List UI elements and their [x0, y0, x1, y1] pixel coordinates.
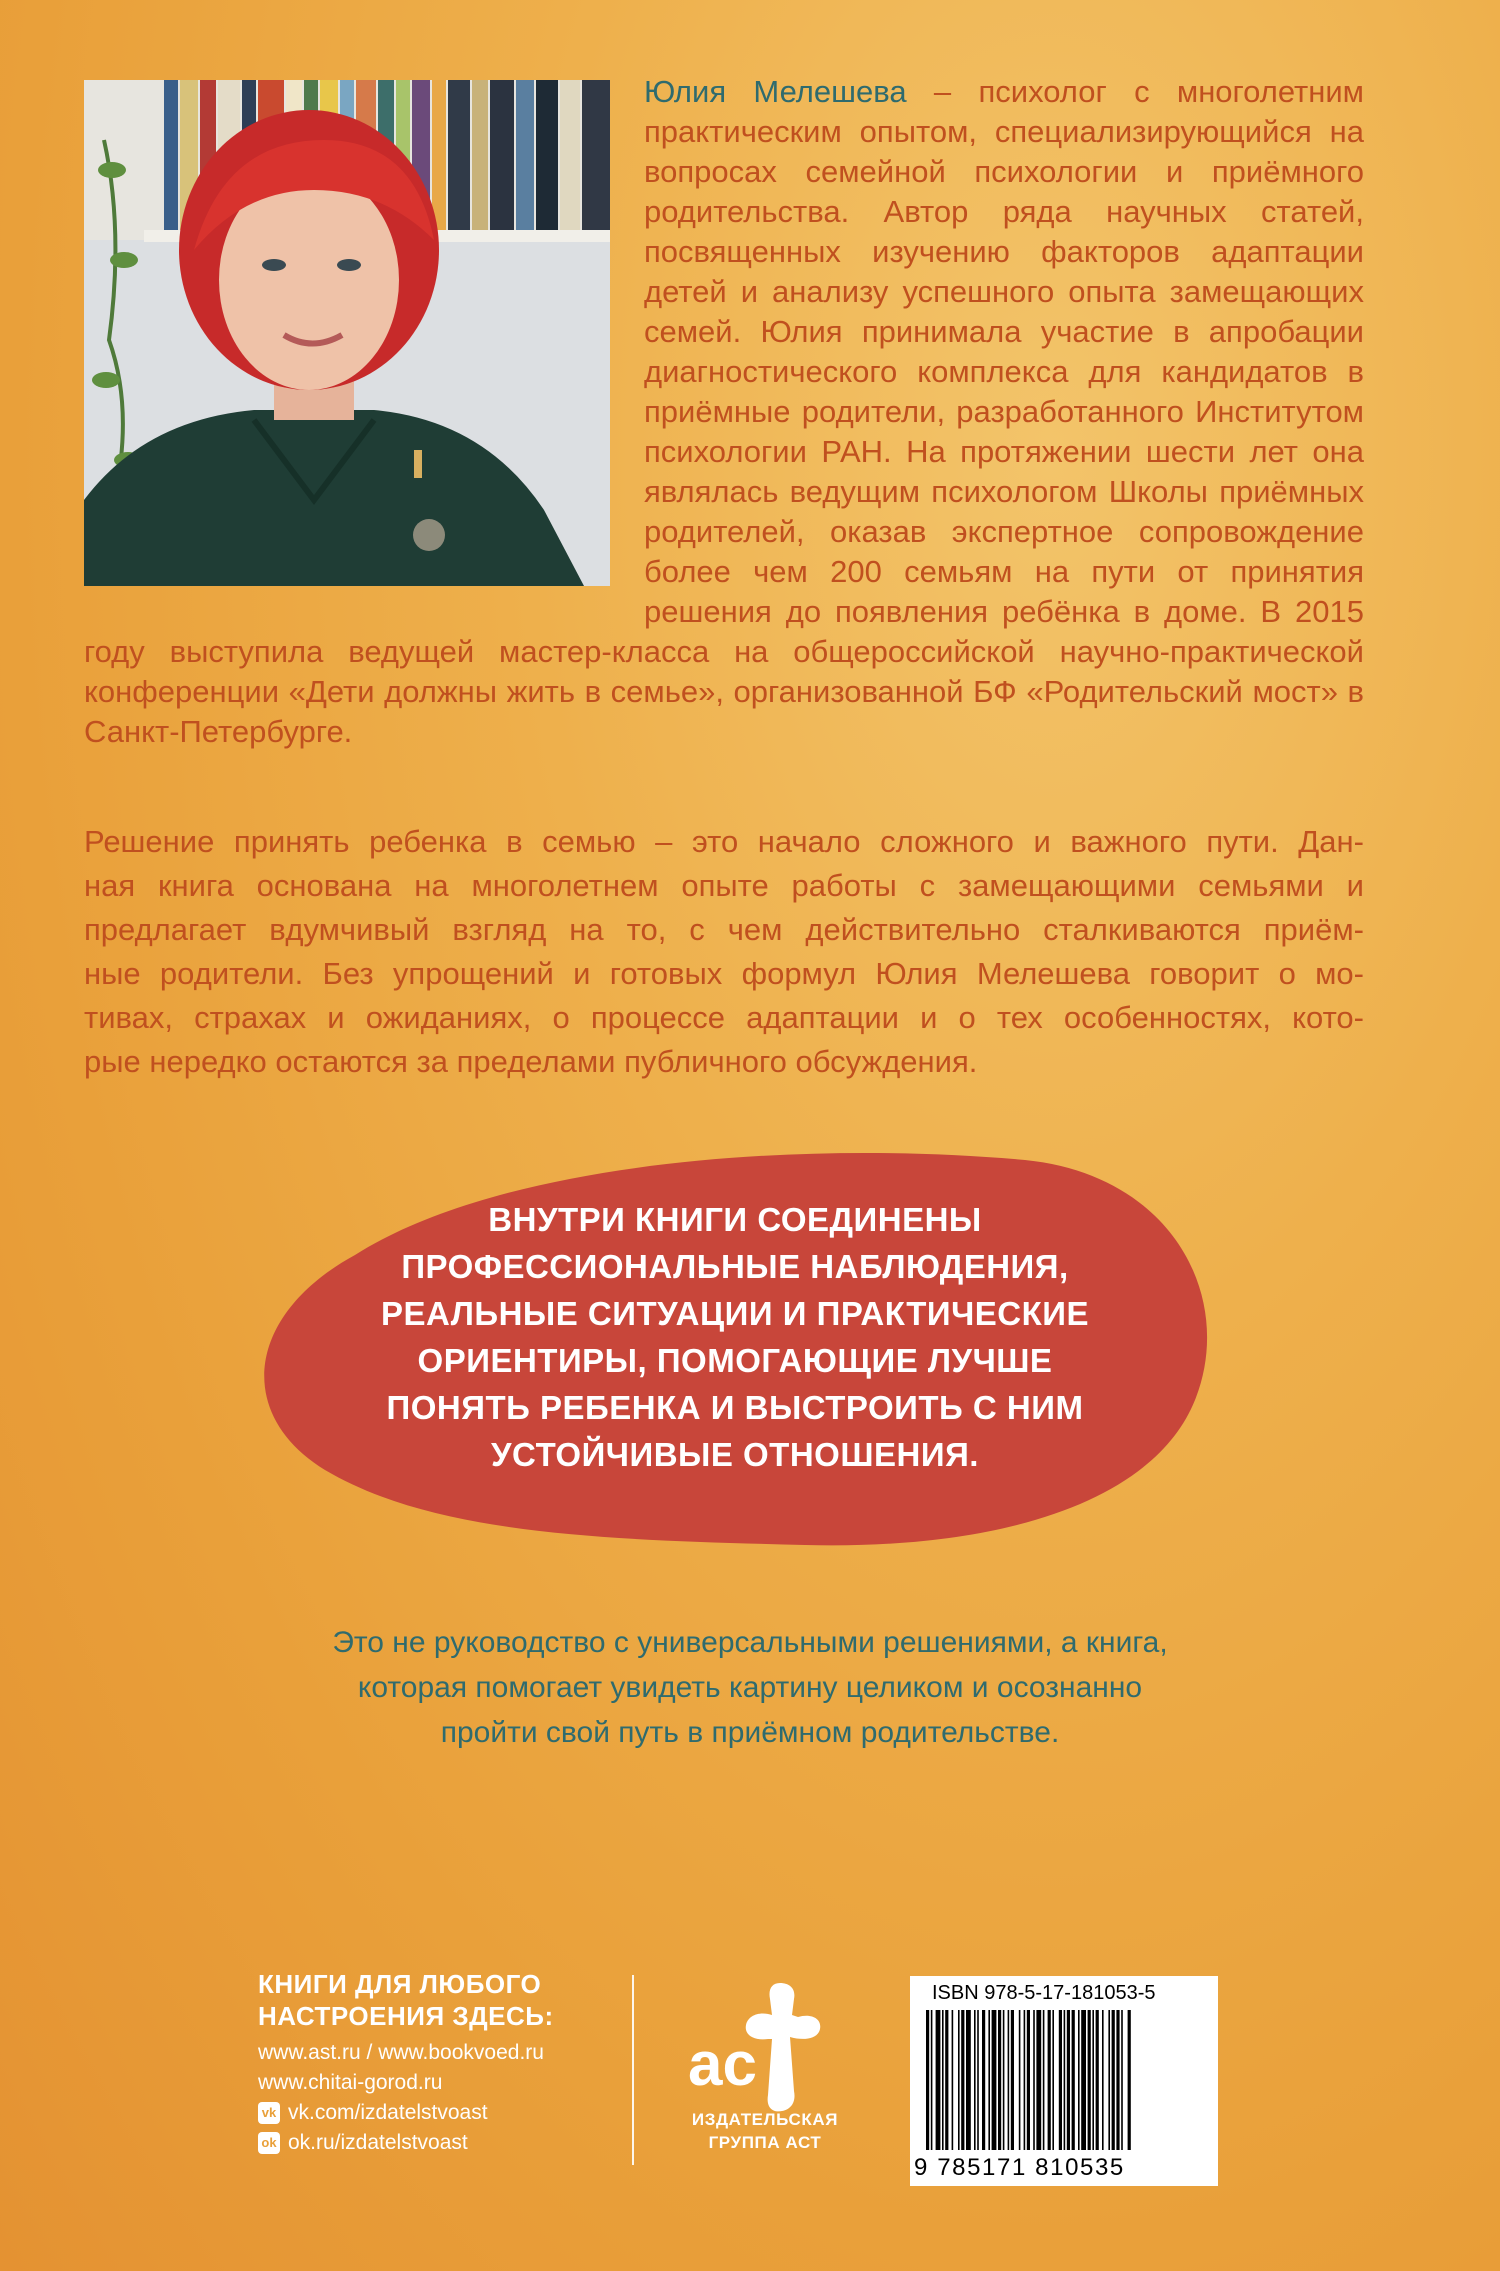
highlight-line: ОРИЕНТИРЫ, ПОМОГАЮЩИЕ ЛУЧШЕ [417, 1342, 1053, 1379]
ok-link[interactable] [258, 2128, 618, 2158]
vk-link-text: vk.com/izdatelstvoast [288, 2101, 488, 2124]
footer-headline: НАСТРОЕНИЯ ЗДЕСЬ: [258, 2001, 554, 2031]
vk-link[interactable] [258, 2098, 618, 2128]
isbn-label: ISBN 978-5-17-181053-5 [932, 1982, 1156, 2004]
highlight-line: ПРОФЕССИОНАЛЬНЫЕ НАБЛЮДЕНИЯ, [401, 1248, 1069, 1285]
highlight-line: РЕАЛЬНЫЕ СИТУАЦИИ И ПРАКТИЧЕСКИЕ [380, 1295, 1090, 1332]
barcode [910, 1976, 1218, 2186]
description-line: ная книга основана на многолетнем опыте работы с замещающими семьями и [84, 868, 1364, 903]
description-line: рые нередко остаются за пределами публичного обсуждения. [84, 1044, 978, 1079]
ast-logo-letters: ac [688, 2030, 757, 2099]
closing-line: Это не руководство с универсальными решениями, а книга, [332, 1626, 1168, 1659]
footer-links [258, 1968, 618, 2158]
publisher-name [660, 2108, 870, 2154]
highlight-text [245, 1196, 1225, 1478]
publisher-name-line: ИЗДАТЕЛЬСКАЯ [691, 2110, 839, 2129]
author-bio-text: – психолог с многолетним практическим опытом, специализирующийся на вопросах семейной психологии и приёмного родительства. Автор ряда научных статей, посвященных изучению факторов адаптации детей и анализу успешного опыта замещающих семей. Юлия принимала участие в апробации диагностического комплекса для кандидатов в приёмные родители, разработанного Институтом психологии РАН. На протяжении шести лет она являлась ведущим психологом Школы приёмных родителей, оказав экспертное сопровождение более чем 200 семьям на пути от принятия решения до появления ребёнка в доме. В 2015 году выступила ведущей мастер-класса на общероссийской научно-практической конференции «Дети должны жить в семье», организованной БФ «Родительский мост» в Санкт-Петербурге. [84, 74, 1364, 749]
highlight-line: УСТОЙЧИВЫЕ ОТНОШЕНИЯ. [491, 1436, 979, 1473]
book-description [84, 820, 1364, 1084]
closing-line: пройти свой путь в приёмном родительстве. [440, 1716, 1060, 1749]
description-line: тивах, страхах и ожиданиях, о процессе адаптации и о тех особенностях, кото- [84, 1000, 1364, 1035]
footer-divider [632, 1975, 634, 2165]
site-link-ast-bookvoed[interactable]: www.ast.ru / www.bookvoed.ru [258, 2041, 544, 2064]
footer-headline: КНИГИ ДЛЯ ЛЮБОГО [258, 1969, 542, 1999]
vk-icon: vk [258, 2102, 280, 2124]
ean-number: 9 785171 810535 [914, 2154, 1125, 2181]
closing-line: которая помогает увидеть картину целиком и осознанно [357, 1671, 1143, 1704]
ok-link-text: ok.ru/izdatelstvoast [288, 2131, 468, 2154]
site-link-chitai-gorod[interactable]: www.chitai-gorod.ru [258, 2071, 443, 2094]
highlight-line: ВНУТРИ КНИГИ СОЕДИНЕНЫ [488, 1201, 982, 1238]
author-bio [84, 72, 1364, 752]
barcode-bars [926, 2010, 1202, 2160]
photo-spacer [84, 72, 644, 632]
highlight-line: ПОНЯТЬ РЕБЕНКА И ВЫСТРОИТЬ С НИМ [386, 1389, 1084, 1426]
description-line: Решение принять ребенка в семью – это начало сложного и важного пути. Дан- [84, 824, 1364, 859]
description-line: предлагает вдумчивый взгляд на то, с чем действительно сталкиваются приём- [84, 912, 1364, 947]
closing-statement [150, 1620, 1350, 1755]
publisher-name-line: ГРУППА АСТ [708, 2133, 822, 2152]
author-name: Юлия Мелешева [644, 74, 907, 109]
description-line: ные родители. Без упрощений и готовых формул Юлия Мелешева говорит о мо- [84, 956, 1364, 991]
odnoklassniki-icon: ok [258, 2132, 280, 2154]
